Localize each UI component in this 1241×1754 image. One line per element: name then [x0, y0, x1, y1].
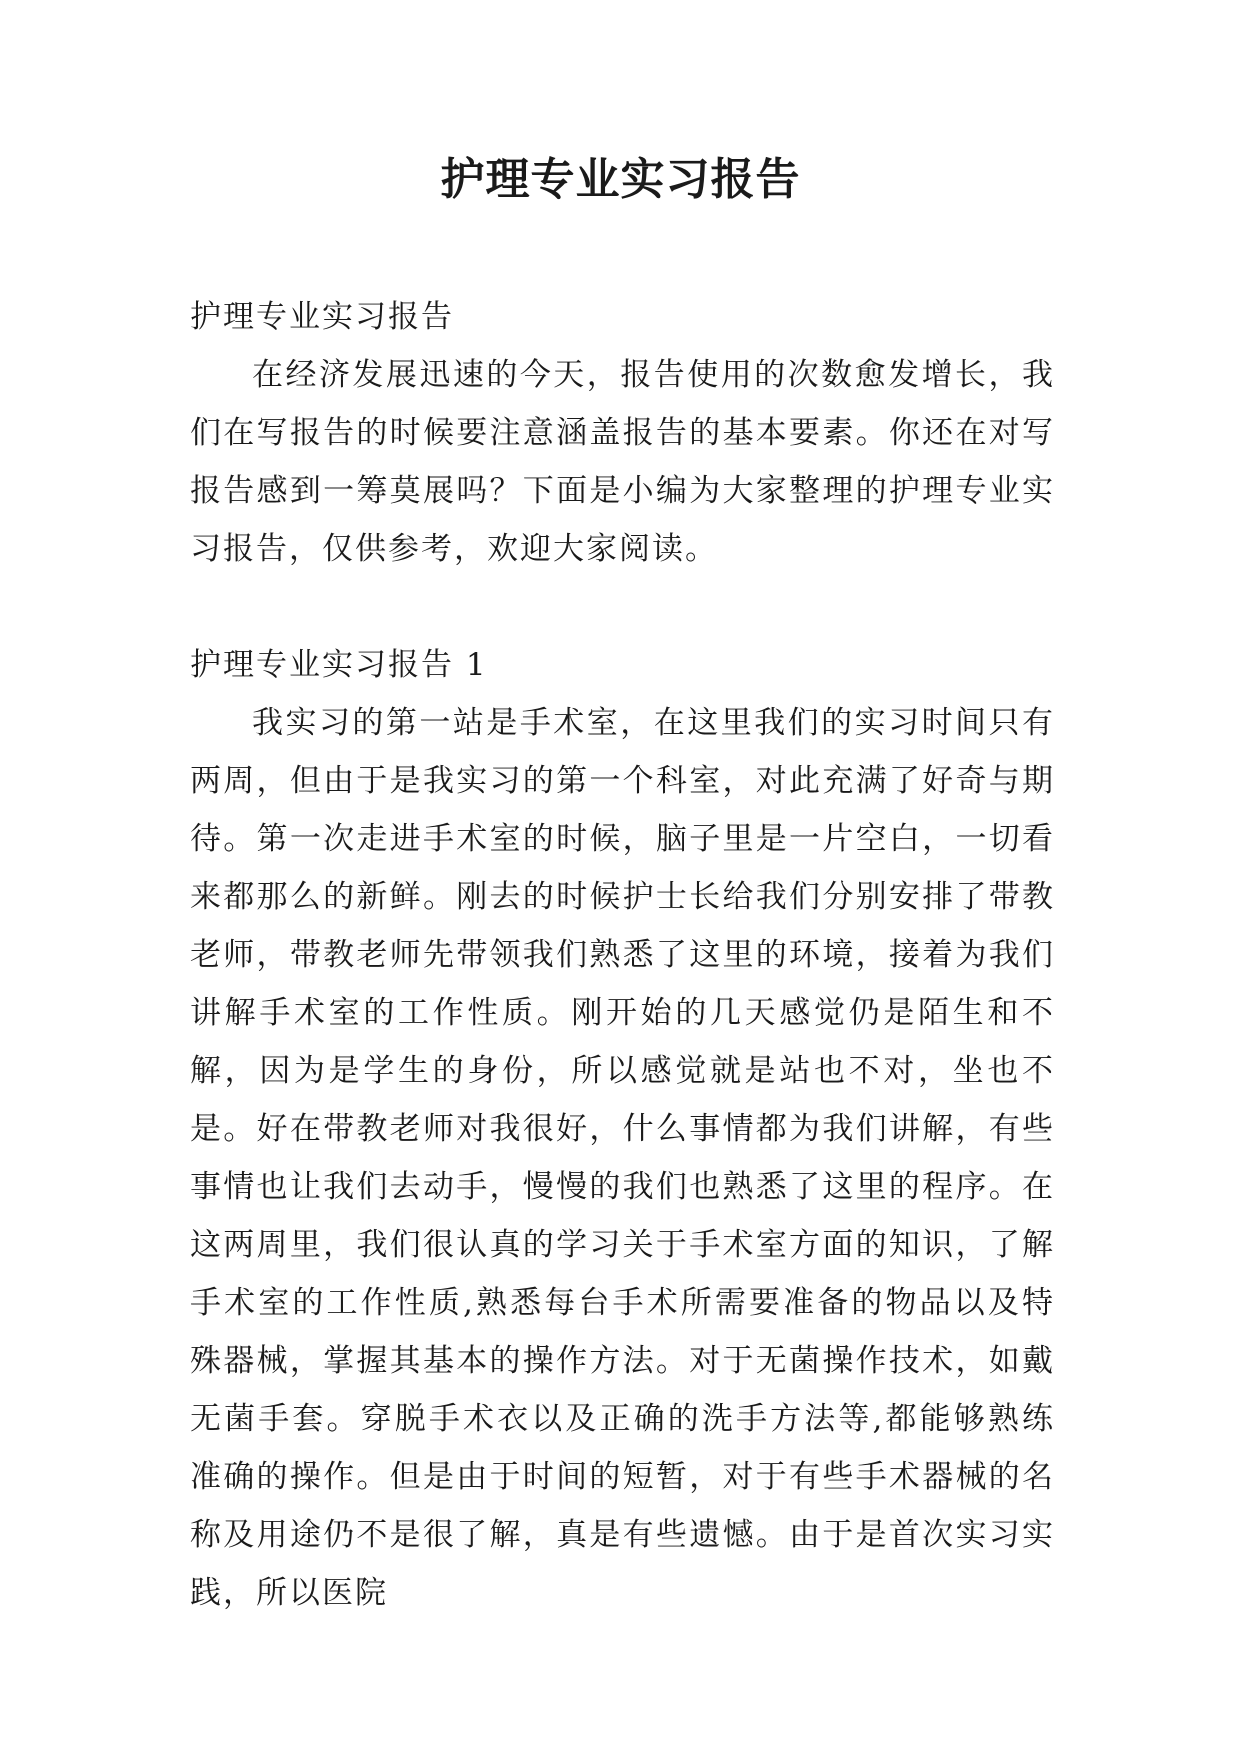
intro-heading: 护理专业实习报告	[190, 299, 454, 335]
section1-paragraph: 我实习的第一站是手术室，在这里我们的实习时间只有两周，但由于是我实习的第一个科室，对此充满了好奇与期待。第一次走进手术室的时候，脑子里是一片空白，一切看来都那么的新鲜。刚去的时候护士长给我们分别安排了带教老师，带教老师先带领我们熟悉了这里的环境，接着为我们讲解手术室的工作性质。刚开始的几天感觉仍是陌生和不解，因为是学生的身份，所以感觉就是站也不对，坐也不是。好在带教老师对我很好，什么事情都为我们讲解，有些事情也让我们去动手，慢慢的我们也熟悉了这里的程序。在这两周里，我们很认真的学习关于手术室方面的知识，了解手术室的工作性质,熟悉每台手术所需要准备的物品以及特殊器械，掌握其基本的操作方法。对于无菌操作技术，如戴无菌手套。穿脱手术衣以及正确的洗手方法等,都能够熟练准确的操作。但是由于时间的短暂，对于有些手术器械的名称及用途仍不是很了解，真是有些遗憾。由于是首次实习实践，所以医院	[190, 705, 1055, 1611]
intro-paragraph: 在经济发展迅速的今天，报告使用的次数愈发增长，我们在写报告的时候要注意涵盖报告的基本要素。你还在对写报告感到一筹莫展吗？下面是小编为大家整理的护理专业实习报告，仅供参考，欢迎大家阅读。	[190, 357, 1055, 567]
section-spacer	[190, 578, 1055, 636]
document-title: 护理专业实习报告	[440, 154, 801, 205]
section1-heading: 护理专业实习报告 1	[190, 647, 488, 683]
document-body	[190, 288, 1055, 1622]
